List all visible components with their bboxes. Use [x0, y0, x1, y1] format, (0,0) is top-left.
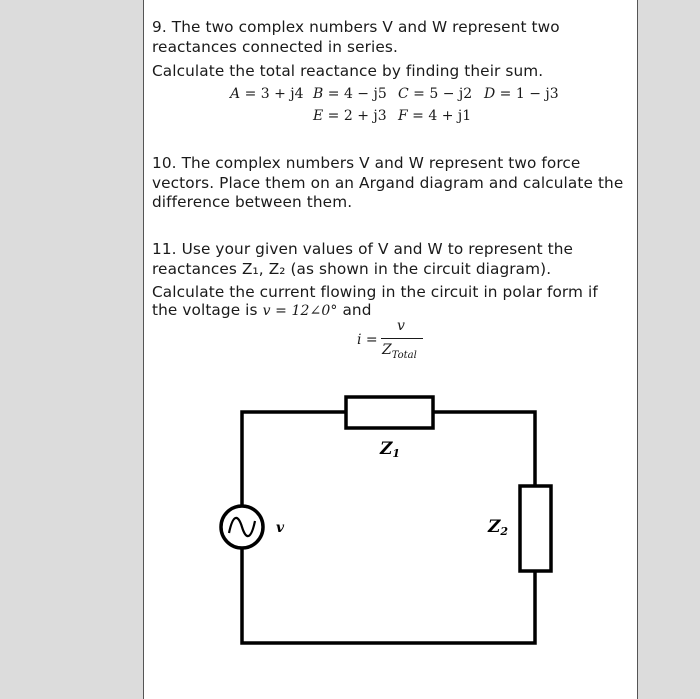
q9-line-1: 9. The two complex numbers V and W represent two — [152, 18, 560, 36]
circuit-wire — [242, 412, 346, 507]
equation-d: D = 1 − j3 — [484, 86, 559, 102]
q10-line-2: vectors. Place them on an Argand diagram and calculate the — [152, 174, 624, 192]
resistor-z2 — [520, 486, 551, 571]
q11-line-3: Calculate the current flowing in the circuit in polar form if — [152, 283, 598, 301]
formula-denominator: $Z_{Total}$ — [382, 342, 417, 361]
formula-numerator: v — [397, 318, 405, 334]
circuit-wire — [433, 412, 535, 486]
z2-label: Z2 — [488, 517, 509, 538]
source-label: v — [276, 520, 285, 536]
equation-e: E = 2 + j3 — [313, 108, 387, 124]
q11-line-4: the voltage is v = 12∠0° and — [152, 301, 372, 319]
z1-label: Z1 — [380, 439, 401, 460]
formula-lhs: i = — [357, 332, 378, 348]
equation-a: A = 3 + j4 — [230, 86, 304, 102]
circuit-wire — [242, 547, 535, 643]
equation-c: C = 5 − j2 — [398, 86, 473, 102]
q10-line-1: 10. The complex numbers V and W represent two force — [152, 154, 581, 172]
q10-line-3: difference between them. — [152, 193, 353, 211]
q11-line-2: reactances Z₁, Z₂ (as shown in the circuit diagram). — [152, 260, 552, 278]
q11-line-1: 11. Use your given values of V and W to represent the — [152, 240, 574, 258]
voltage-expression: v = 12∠0° — [262, 303, 338, 319]
q9-line-3: Calculate the total reactance by finding their sum. — [152, 62, 544, 80]
equation-f: F = 4 + j1 — [398, 108, 472, 124]
resistor-z1 — [346, 397, 433, 428]
q9-line-2: reactances connected in series. — [152, 38, 398, 56]
equation-b: B = 4 − j5 — [313, 86, 387, 102]
